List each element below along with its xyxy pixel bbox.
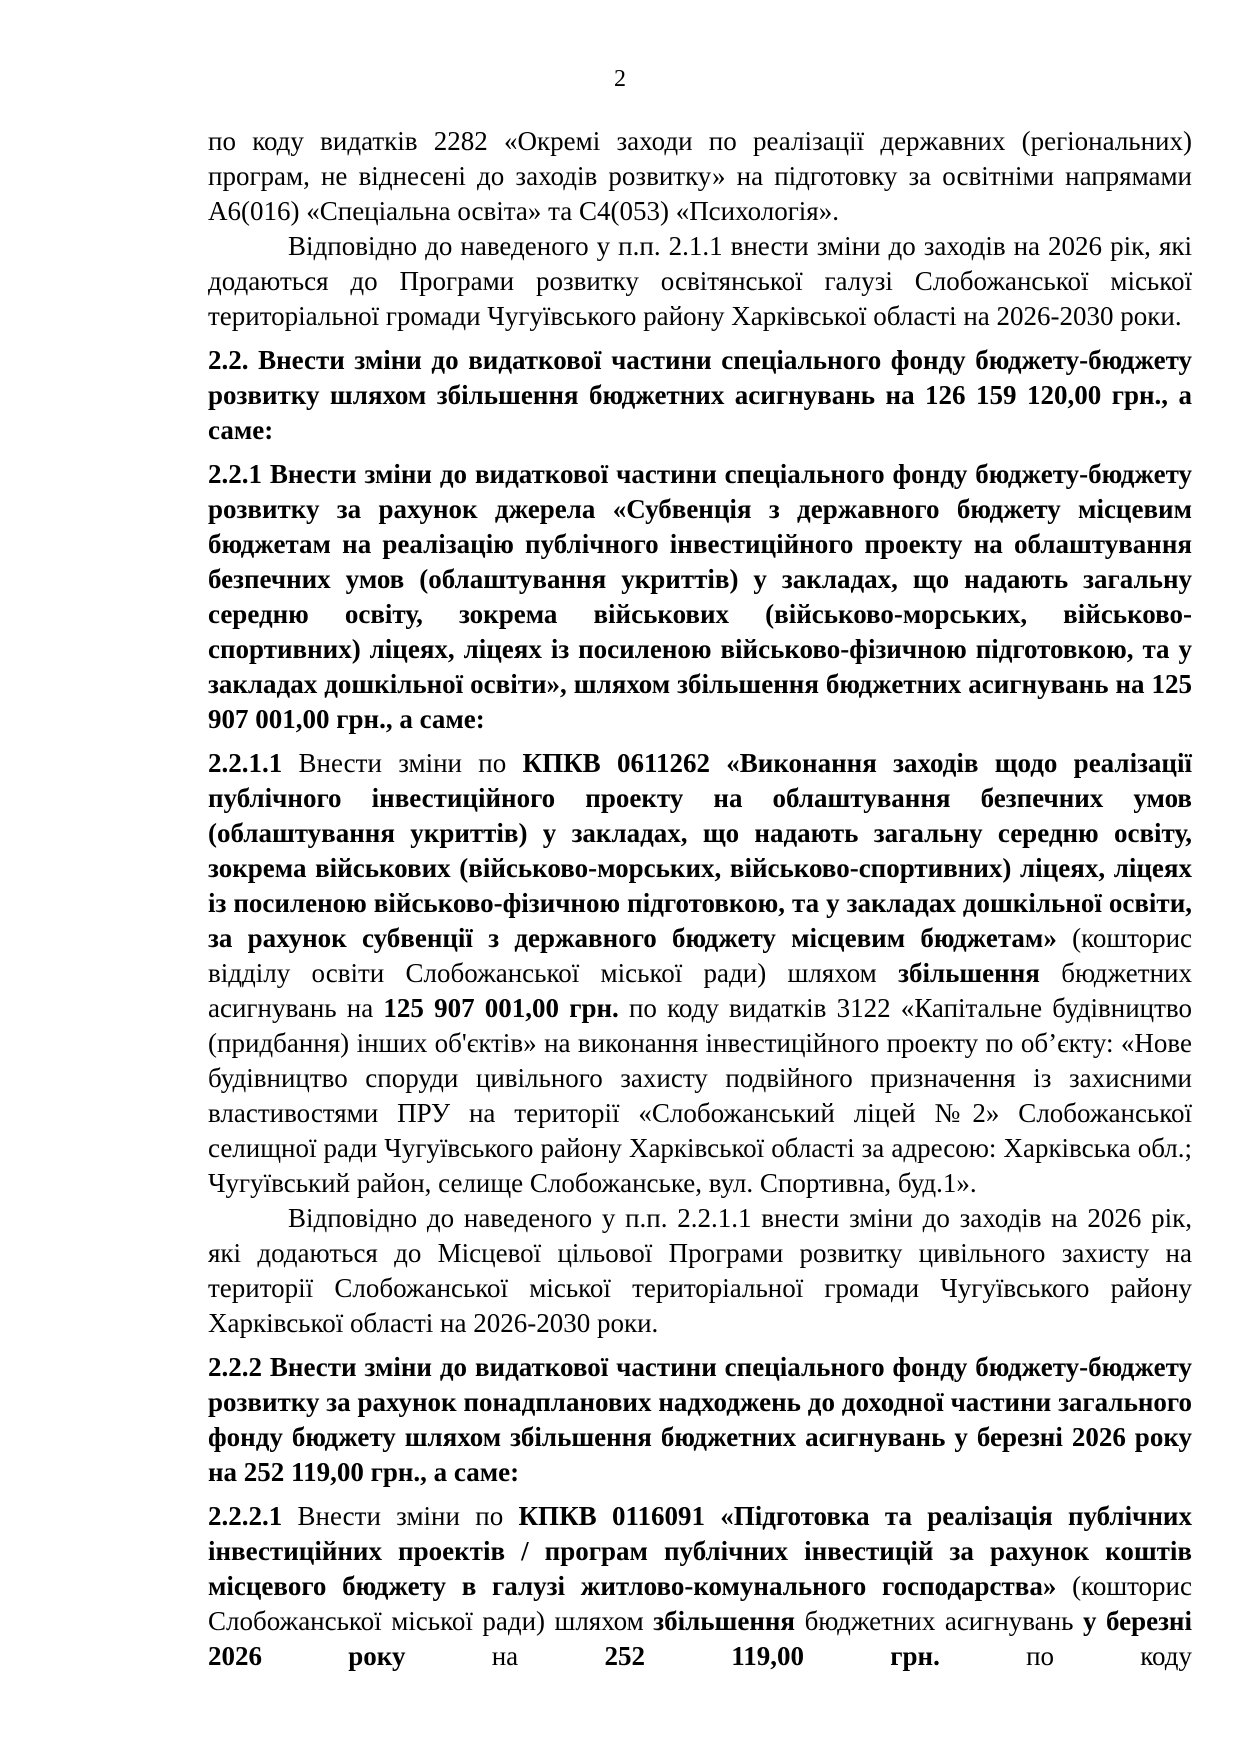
bold-text-segment: 2.2. Внести зміни до видаткової частини спеціального фонду бюджету-бюджету розвитку шляхом збільшення бюджетних асигнувань на 126 159 120,00 грн., а саме: — [208, 345, 1192, 445]
bold-text-segment: 2.2.1 Внести зміни до видаткової частини спеціального фонду бюджету-бюджету розвитку за рахунок джерела «Субвенція з державного бюджету місцевим бюджетам на реалізацію публічного інвестиційного проекту на облаштування безпечних умов (облаштування укриттів) у закладах, що надають загальну середню освіту, зокрема військових (військово-морських, військово-спортивних) ліцеях, ліцеях із посиленою військово-фізичною підготовкою, та у закладах дошкільної освіти», шляхом збільшення бюджетних асигнувань на 125 907 001,00 грн., а саме: — [208, 459, 1192, 734]
paragraph — [208, 1350, 1192, 1490]
text-segment: бюджетних асигнувань — [795, 1606, 1083, 1636]
text-segment: по коду видатків 2282 «Окремі заходи по реалізації державних (регіональних) програм, не віднесені до заходів розвитку» на підготовку за освітніми напрямами А6(016) «Спеціальна освіта» та С4(053) «Психологія». — [208, 126, 1192, 226]
bold-text-segment: 2.2.2 Внести зміни до видаткової частини спеціального фонду бюджету-бюджету розвитку за рахунок понадпланових надходжень до доходної частини загального фонду бюджету шляхом збільшення бюджетних асигнувань у березні 2026 року на 252 119,00 грн., а саме: — [208, 1352, 1192, 1487]
text-segment: Внести зміни по — [282, 1501, 519, 1531]
bold-text-segment: КПКВ 0116091 «Підготовка та реалізація публічних інвестиційних проектів / програм публічних інвестицій за рахунок коштів місцевого бюджету в галузі житлово-комунального господарства» — [208, 1501, 1192, 1601]
text-segment: Внести зміни по — [282, 748, 523, 778]
text-segment: Відповідно до наведеного у п.п. 2.2.1.1 внести зміни до заходів на 2026 рік, які додаються до Місцевої цільової Програми розвитку цивільного захисту на території Слобожанської міської територіальної громади Чугуївського району Харківської області на 2026-2030 роки. — [208, 1203, 1192, 1338]
paragraph — [208, 124, 1192, 229]
bold-text-segment: 2.2.1.1 — [208, 748, 283, 778]
bold-text-segment: 252 119,00 грн. — [604, 1641, 940, 1671]
page-number: 2 — [614, 66, 626, 92]
document-body — [208, 124, 1192, 1683]
paragraph — [208, 457, 1192, 737]
text-segment: по коду — [939, 1641, 1192, 1671]
paragraph — [208, 746, 1192, 1201]
bold-text-segment: КПКВ 0611262 «Виконання заходів щодо реалізації публічного інвестиційного проекту на облаштування безпечних умов (облаштування укриттів) у закладах, що надають загальну середню освіту, зокрема військових (військово-морських, військово-спортивних) ліцеях, ліцеях із посиленою військово-фізичною підготовкою, та у закладах дошкільної освіти, за рахунок субвенції з державного бюджету місцевим бюджетам» — [208, 748, 1192, 953]
bold-text-segment: збільшення — [898, 958, 1040, 988]
bold-text-segment: 125 907 001,00 грн. — [383, 993, 619, 1023]
text-segment: бюджетних асигнувань на — [208, 958, 1192, 1023]
bold-text-segment: збільшення — [653, 1606, 796, 1636]
paragraph — [208, 1499, 1192, 1674]
paragraph — [208, 1201, 1192, 1341]
text-segment: (кошторис Слобожанської міської ради) шляхом — [208, 1571, 1192, 1636]
text-segment: (кошторис відділу освіти Слобожанської міської ради) шляхом — [208, 923, 1192, 988]
bold-text-segment: у березні 2026 року — [208, 1606, 1192, 1671]
text-segment: по коду видатків 3122 «Капітальне будівництво (придбання) інших об'єктів» на виконання інвестиційного проекту по об’єкту: «Нове будівництво споруди цивільного захисту подвійного призначення із захисними властивостями ПРУ на території «Слобожанський ліцей №2» Слобожанської селищної ради Чугуївського району Харківської області за адресою: Харківська обл.; Чугуївський район, селище Слобожанське, вул. Спортивна, буд.1». — [208, 993, 1192, 1198]
bold-text-segment: 2.2.2.1 — [208, 1501, 283, 1531]
text-segment: Відповідно до наведеного у п.п. 2.1.1 внести зміни до заходів на 2026 рік, які додаються до Програми розвитку освітянської галузі Слобожанської міської територіальної громади Чугуївського району Харківської області на 2026-2030 роки. — [208, 231, 1192, 331]
text-segment: на — [405, 1641, 605, 1671]
paragraph — [208, 343, 1192, 448]
paragraph — [208, 229, 1192, 334]
